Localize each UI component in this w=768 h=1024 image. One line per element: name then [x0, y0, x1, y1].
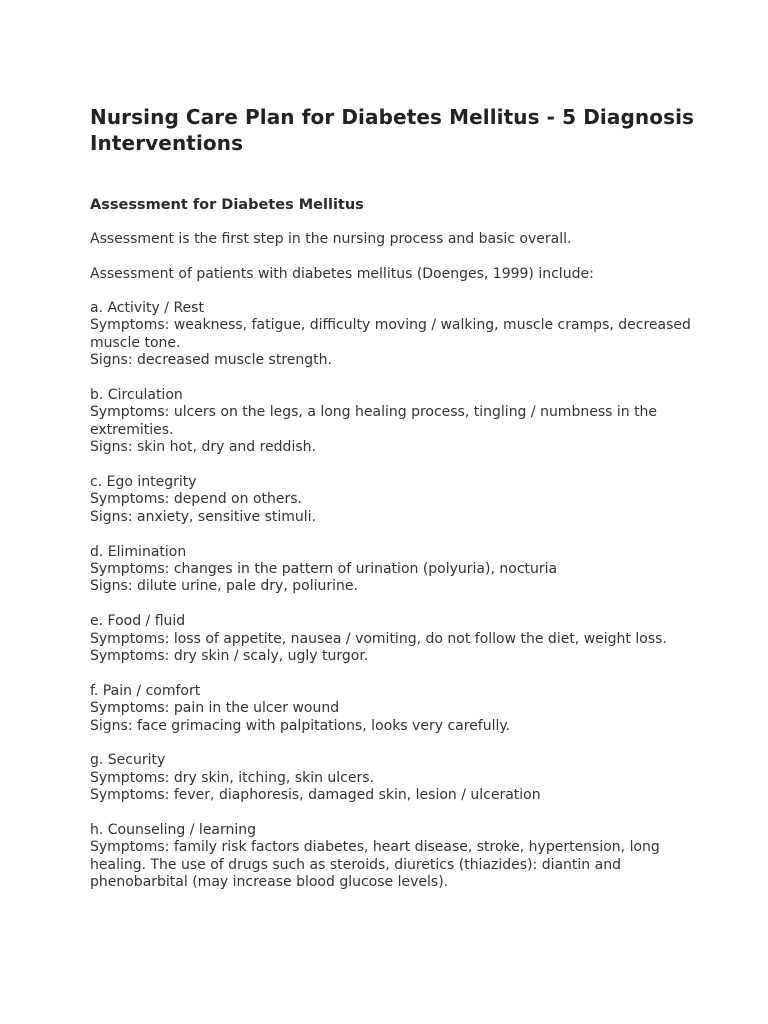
assessment-section-pain-comfort: [90, 683, 700, 735]
section-line: Symptoms: depend on others.: [90, 491, 302, 508]
assessment-section-activity: [90, 300, 700, 370]
section-heading: f. Pain / comfort: [90, 682, 201, 699]
section-line: Signs: anxiety, sensitive stimuli.: [90, 508, 317, 525]
section-line: Signs: skin hot, dry and reddish.: [90, 439, 316, 456]
document-page: [90, 104, 700, 909]
section-line: Symptoms: fever, diaphoresis, damaged skin, lesion / ulceration: [90, 787, 541, 804]
section-line: Signs: decreased muscle strength.: [90, 352, 332, 369]
section-heading: a. Activity / Rest: [90, 300, 204, 316]
section-line: Symptoms: dry skin, itching, skin ulcers.: [90, 769, 374, 786]
section-heading: c. Ego integrity: [90, 474, 197, 491]
section-line: Signs: dilute urine, pale dry, poliurine.: [90, 578, 358, 595]
section-heading: e. Food / fluid: [90, 613, 186, 630]
section-heading: g. Security: [90, 752, 166, 769]
section-line: Signs: face grimacing with palpitations, looks very carefully.: [90, 717, 511, 734]
assessment-section-ego-integrity: [90, 474, 700, 526]
section-line: Symptoms: ulcers on the legs, a long healing process, tingling / numbness in the extremities.: [90, 404, 658, 438]
intro-paragraph-2: Assessment of patients with diabetes mellitus (Doenges, 1999) include:: [90, 265, 594, 282]
assessment-section-security: [90, 752, 700, 804]
assessment-section-elimination: [90, 544, 700, 596]
section-line: Symptoms: family risk factors diabetes, heart disease, stroke, hypertension, long healing. The use of drugs such as steroids, diuretics (thiazides): diantin and phenobarbital (may increase blood glucose levels).: [90, 839, 660, 891]
section-subtitle: Assessment for Diabetes Mellitus: [90, 197, 364, 213]
assessment-section-food-fluid: [90, 613, 700, 665]
section-line: Symptoms: changes in the pattern of urination (polyuria), nocturia: [90, 561, 558, 578]
section-heading: d. Elimination: [90, 543, 187, 560]
section-line: Symptoms: dry skin / scaly, ugly turgor.: [90, 648, 369, 665]
assessment-section-circulation: [90, 387, 700, 457]
section-line: Symptoms: pain in the ulcer wound: [90, 700, 340, 717]
document-title: Nursing Care Plan for Diabetes Mellitus - 5 Diagnosis Interventions: [90, 105, 695, 155]
section-heading: h. Counseling / learning: [90, 822, 257, 839]
section-line: Symptoms: weakness, fatigue, difficulty moving / walking, muscle cramps, decreased muscle tone.: [90, 317, 691, 351]
section-heading: b. Circulation: [90, 387, 183, 404]
section-line: Symptoms: loss of appetite, nausea / vomiting, do not follow the diet, weight loss.: [90, 630, 667, 647]
assessment-section-counseling-learning: [90, 822, 700, 892]
intro-paragraph-1: Assessment is the first step in the nursing process and basic overall.: [90, 231, 572, 247]
